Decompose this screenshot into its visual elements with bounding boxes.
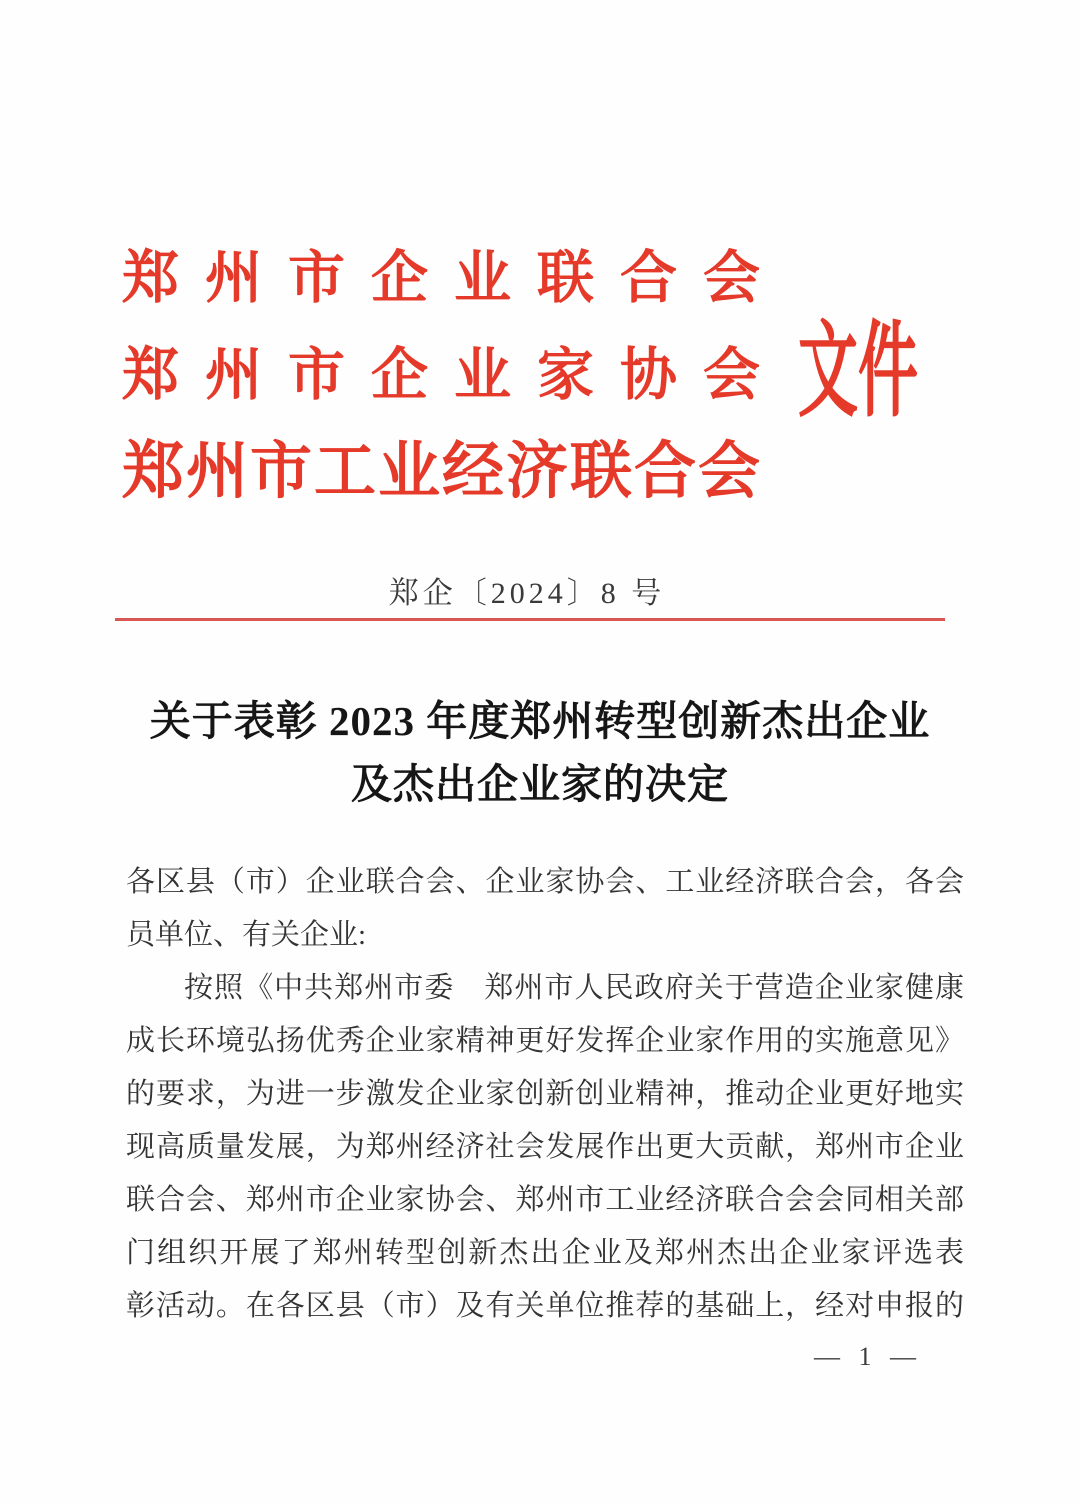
body-line: 各区县（市）企业联合会、企业家协会、工业经济联合会，各会 <box>126 866 964 898</box>
document-title-line-1: 关于表彰 2023 年度郑州转型创新杰出企业 <box>149 698 931 744</box>
document-number: 郑企〔2024〕8 号 <box>388 577 666 610</box>
body-line: 成长环境弘扬优秀企业家精神更好发挥企业家作用的实施意见》 <box>126 1025 964 1057</box>
red-divider-line <box>115 618 945 621</box>
body-line: 现高质量发展，为郑州经济社会发展作出更大贡献，郑州市企业 <box>126 1131 964 1163</box>
org-name-line-3: 郑州市工业经济联合会 <box>122 438 763 506</box>
document-type-label: 文件 <box>798 313 918 430</box>
org-name-line-2: 郑州市企业家协会 <box>122 344 786 407</box>
page-number: — 1 — <box>814 1342 922 1371</box>
document-body <box>126 856 964 1333</box>
letterhead <box>122 230 786 521</box>
body-line: 的要求，为进一步激发企业家创新创业精神，推动企业更好地实 <box>126 1078 964 1110</box>
body-line: 员单位、有关企业: <box>126 919 367 951</box>
body-line: 联合会、郑州市企业家协会、郑州市工业经济联合会会同相关部 <box>126 1184 964 1216</box>
body-line: 门组织开展了郑州转型创新杰出企业及郑州杰出企业家评选表 <box>126 1237 964 1269</box>
body-line: 彰活动。在各区县（市）及有关单位推荐的基础上，经对申报的 <box>126 1290 964 1322</box>
body-line: 按照《中共郑州市委 郑州市人民政府关于营造企业家健康 <box>184 972 964 1004</box>
org-name-line-1: 郑州市企业联合会 <box>122 247 786 310</box>
document-title <box>0 690 1080 816</box>
document-title-line-2: 及杰出企业家的决定 <box>351 761 729 807</box>
